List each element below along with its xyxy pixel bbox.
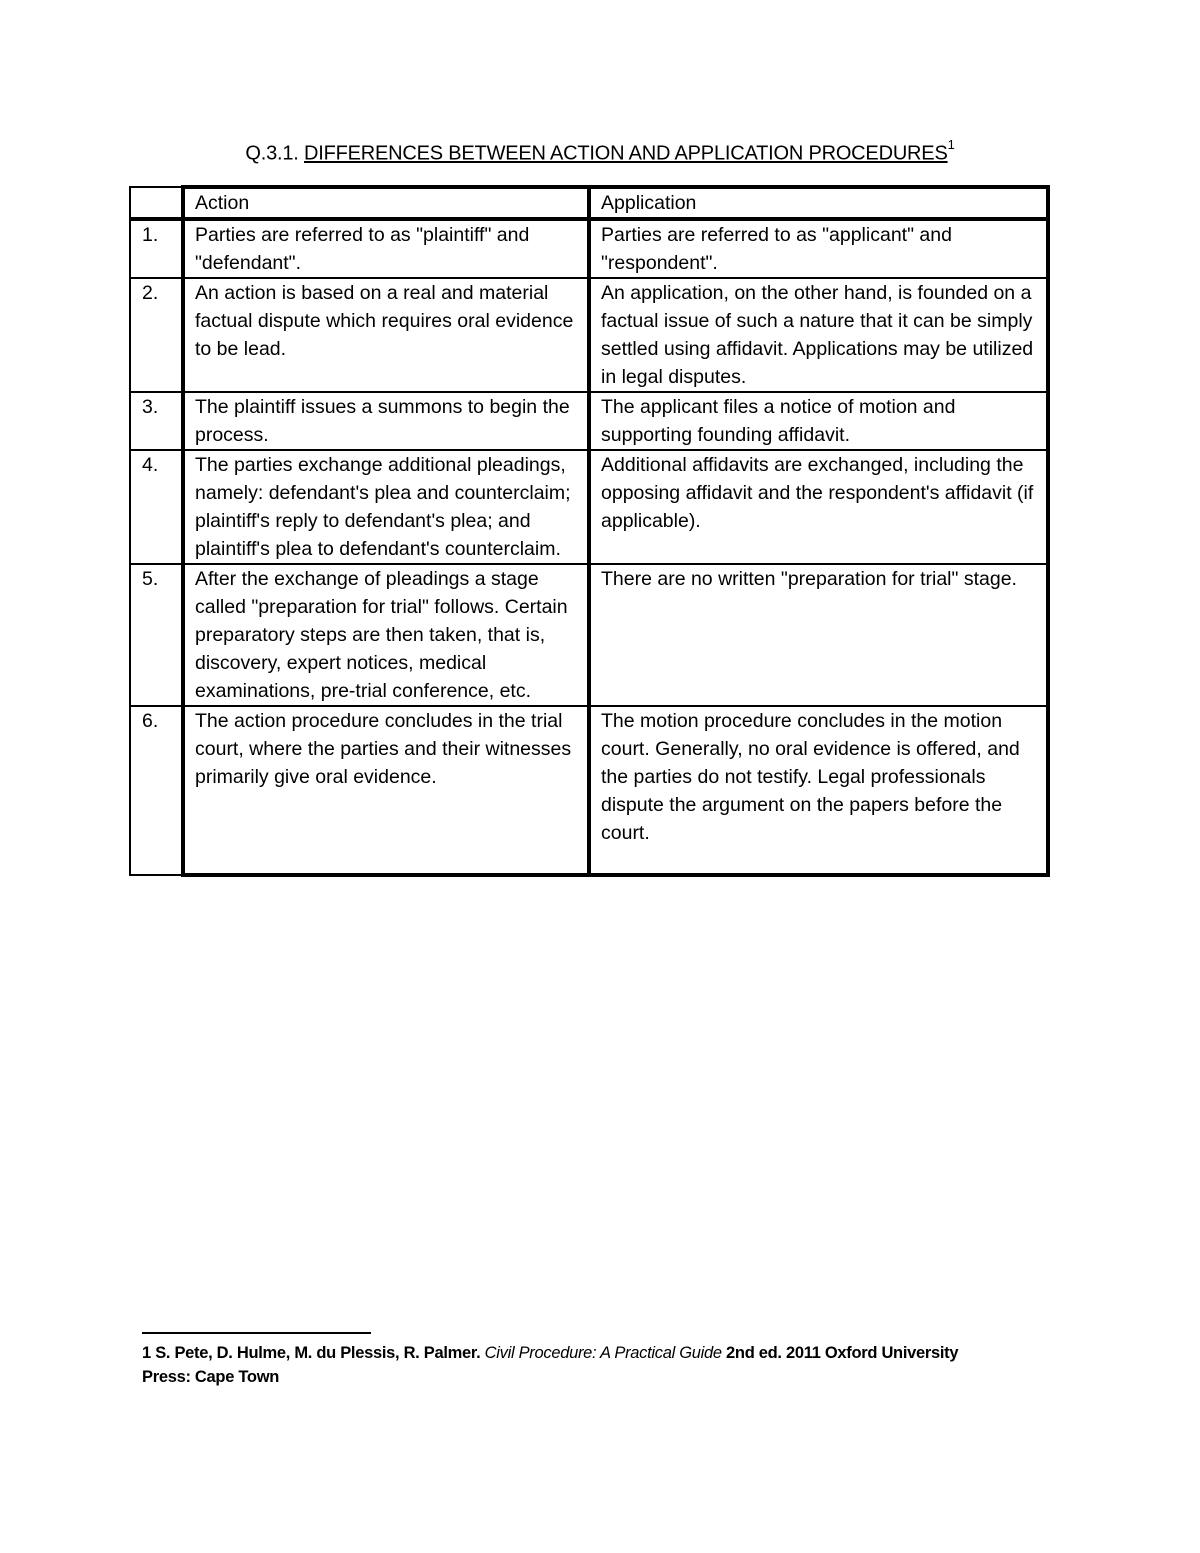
footnote-book-title: Civil Procedure: A Practical Guide — [484, 1344, 722, 1362]
row-number: 6. — [130, 706, 183, 875]
footnote-authors: S. Pete, D. Hulme, M. du Plessis, R. Palmer. — [155, 1344, 481, 1362]
action-cell: An action is based on a real and material factual dispute which requires oral evidence to be lead. — [183, 278, 589, 392]
header-application: Application — [589, 187, 1048, 219]
title-footnote-mark: 1 — [947, 137, 955, 152]
row-number: 4. — [130, 450, 183, 564]
application-cell: The applicant files a notice of motion and supporting founding affidavit. — [589, 392, 1048, 450]
footnote-separator — [142, 1332, 371, 1334]
action-cell: The parties exchange additional pleadings, namely: defendant's plea and counterclaim; plaintiff's reply to defendant's plea; and plaintiff's plea to defendant's counterclaim. — [183, 450, 589, 564]
title-prefix: Q.3.1. — [245, 142, 304, 165]
document-title — [0, 137, 1200, 166]
header-action: Action — [183, 187, 589, 219]
footnote-publisher: Press: Cape Town — [142, 1368, 280, 1386]
table-row — [130, 564, 1048, 706]
footnote-publication: 2nd ed. 2011 Oxford University — [726, 1344, 959, 1362]
table-header-row — [130, 187, 1048, 219]
footnote — [142, 1341, 1042, 1389]
table-row — [130, 278, 1048, 392]
title-main: DIFFERENCES BETWEEN ACTION AND APPLICATION PROCEDURES — [304, 142, 948, 165]
table-row — [130, 450, 1048, 564]
row-number: 5. — [130, 564, 183, 706]
row-number: 2. — [130, 278, 183, 392]
comparison-table — [129, 185, 1050, 877]
table-row — [130, 392, 1048, 450]
header-num-cell — [130, 187, 183, 219]
row-number: 1. — [130, 219, 183, 278]
table-row — [130, 706, 1048, 875]
footnote-mark: 1 — [142, 1344, 151, 1362]
row-number: 3. — [130, 392, 183, 450]
application-cell: Additional affidavits are exchanged, including the opposing affidavit and the respondent's affidavit (if applicable). — [589, 450, 1048, 564]
application-cell: There are no written "preparation for trial" stage. — [589, 564, 1048, 706]
action-cell: Parties are referred to as "plaintiff" and "defendant". — [183, 219, 589, 278]
application-cell: Parties are referred to as "applicant" and "respondent". — [589, 219, 1048, 278]
action-cell: After the exchange of pleadings a stage called "preparation for trial" follows. Certain preparatory steps are then taken, that is, discovery, expert notices, medical examinations, pre-trial conference, etc. — [183, 564, 589, 706]
table-row — [130, 219, 1048, 278]
application-cell: An application, on the other hand, is founded on a factual issue of such a nature that it can be simply settled using affidavit. Applications may be utilized in legal disputes. — [589, 278, 1048, 392]
action-cell: The action procedure concludes in the trial court, where the parties and their witnesses primarily give oral evidence. — [183, 706, 589, 875]
action-cell: The plaintiff issues a summons to begin the process. — [183, 392, 589, 450]
application-cell: The motion procedure concludes in the motion court. Generally, no oral evidence is offered, and the parties do not testify. Legal professionals dispute the argument on the papers before the court. — [589, 706, 1048, 875]
